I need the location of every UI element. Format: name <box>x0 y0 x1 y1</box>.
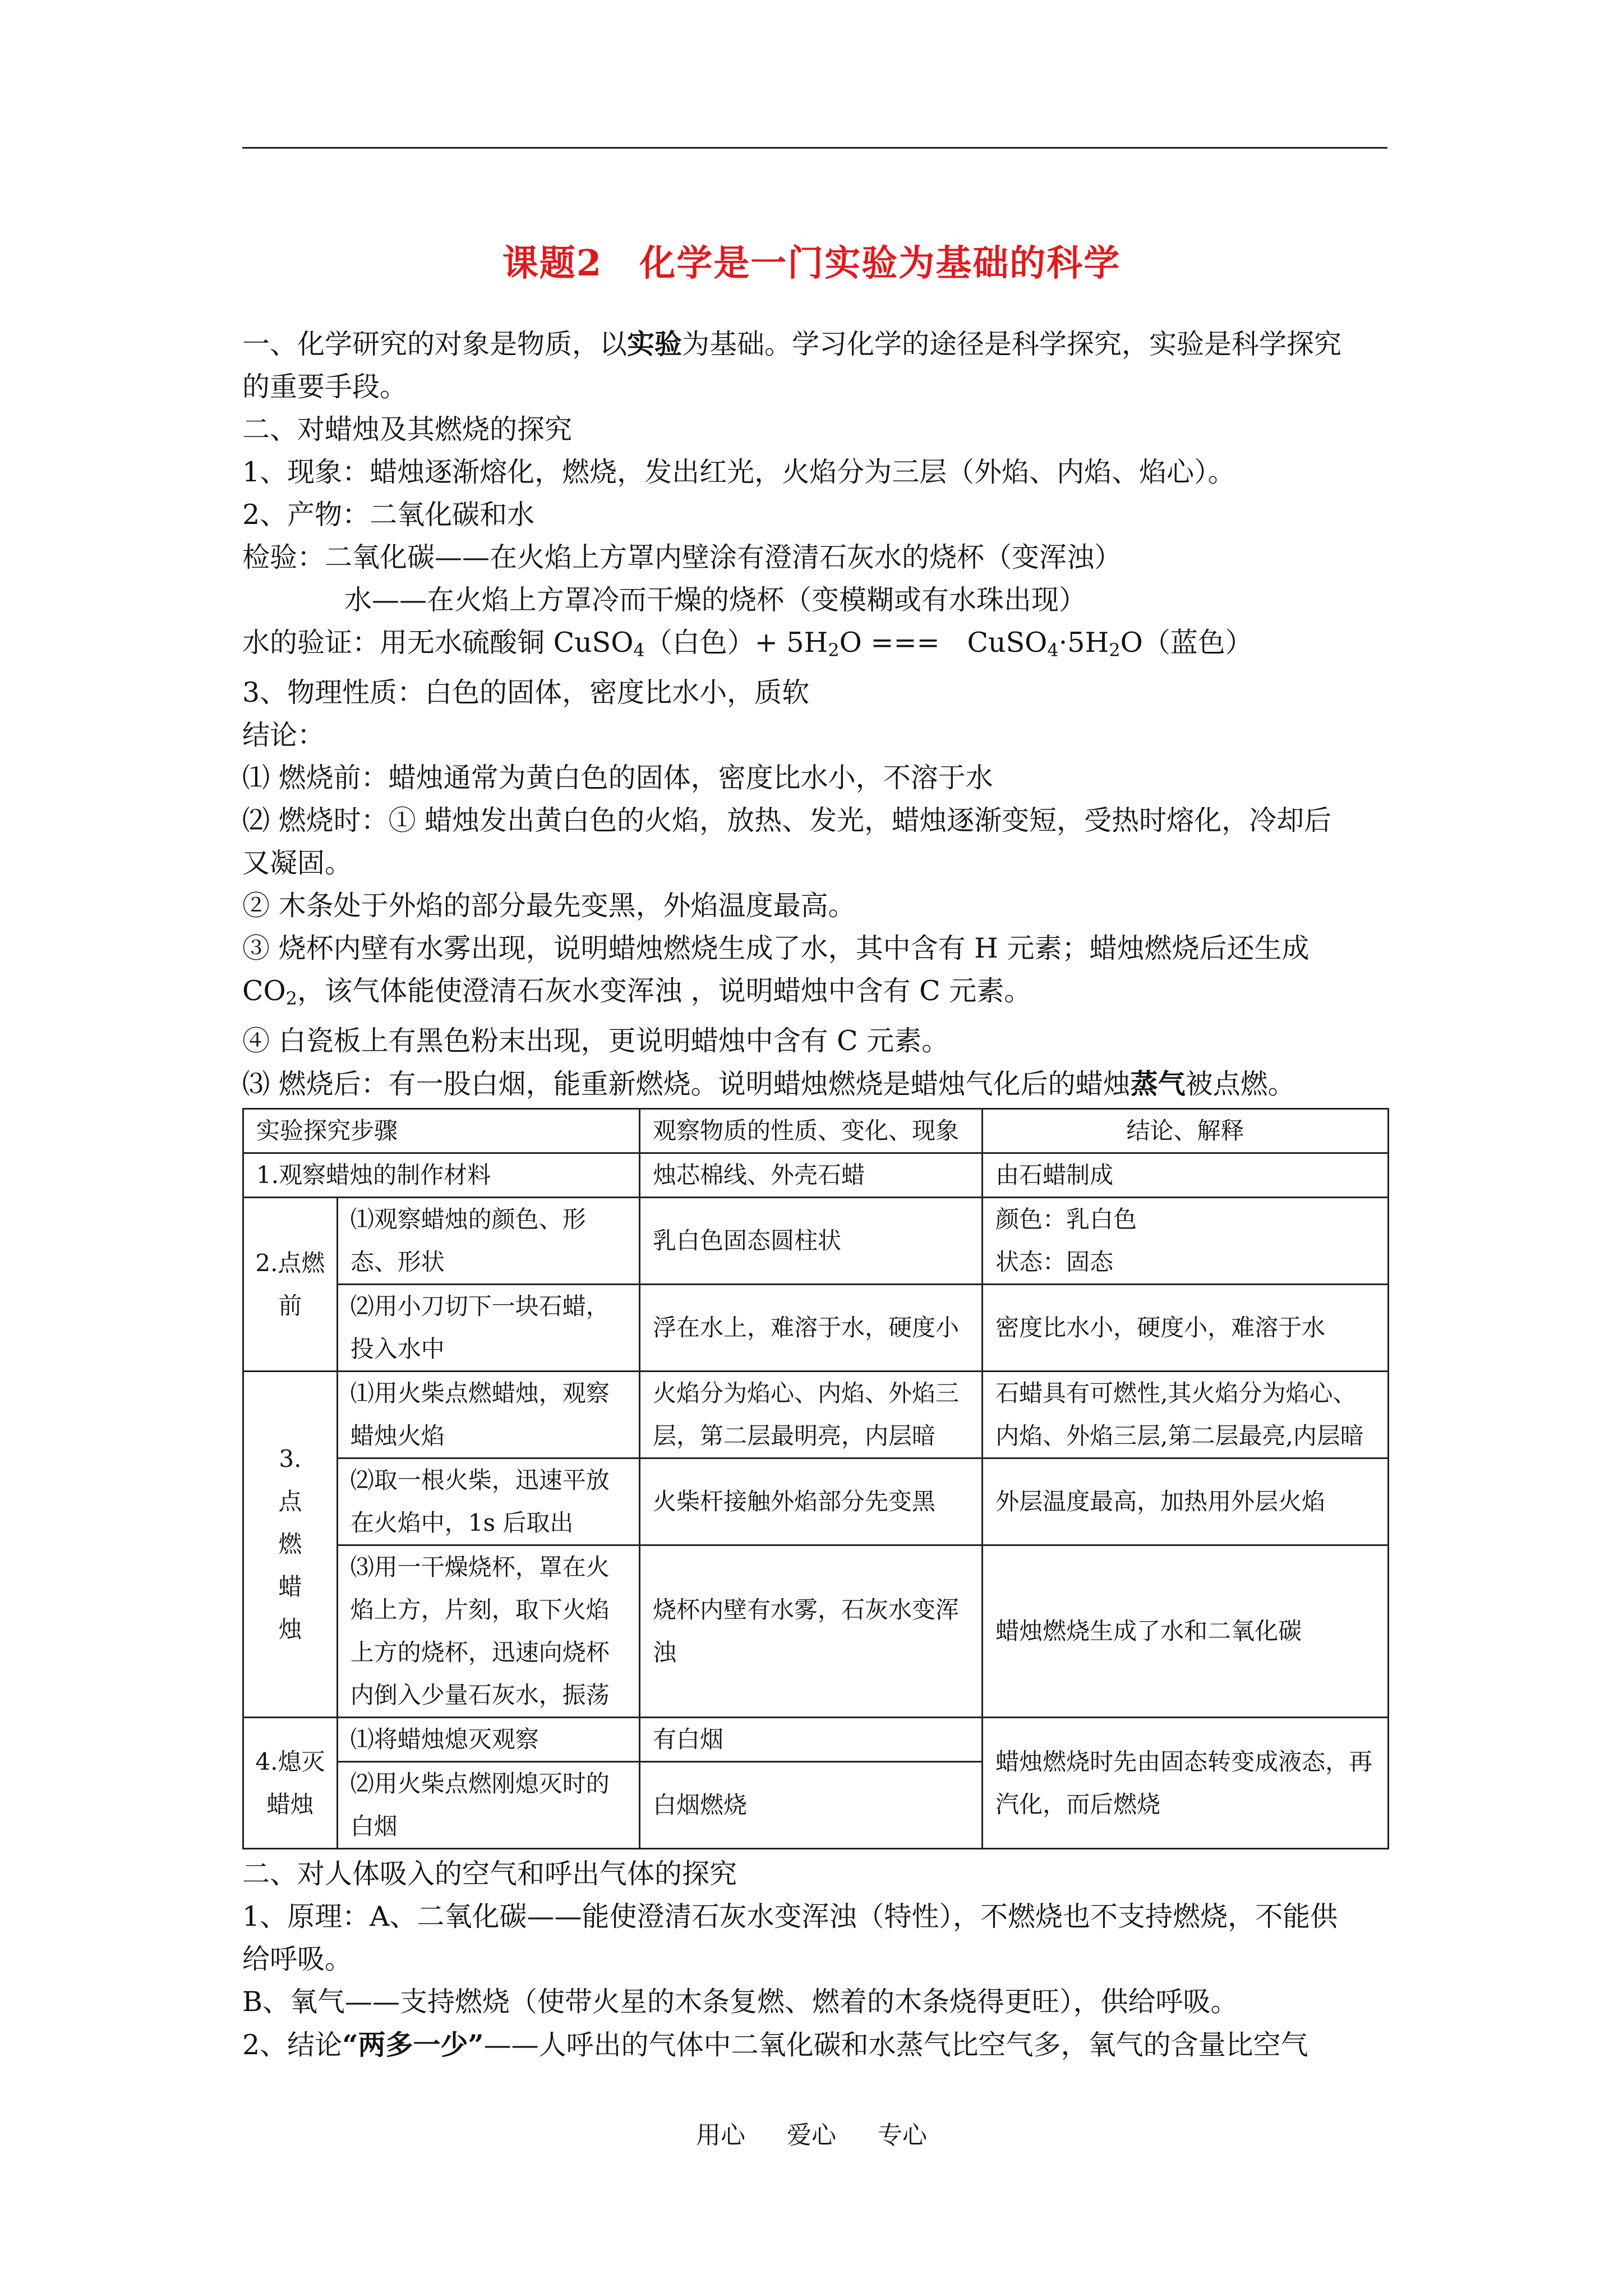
group-label-cell: 2.点燃前 <box>243 1198 338 1372</box>
paragraph-line: 检验：二氧化碳——在火焰上方罩内壁涂有澄清石灰水的烧杯（变浑浊） <box>242 541 1122 573</box>
paragraph-line <box>242 970 1398 1020</box>
paragraph-line: 3、物理性质：白色的固体，密度比水小，质软 <box>242 677 810 708</box>
table-cell: 石蜡具有可燃性,其火焰分为焰心、内焰、外焰三层,第二层最亮,内层暗 <box>983 1372 1389 1458</box>
paragraph-line: 1、原理：A、二氧化碳——能使澄清石灰水变浑浊（特性），不燃烧也不支持燃烧，不能供 <box>242 1901 1338 1932</box>
text-run: O === CuSO <box>839 627 1048 659</box>
table-cell: 密度比水小，硬度小，难溶于水 <box>983 1285 1389 1372</box>
paragraph-line: ③ 烧杯内壁有水雾出现，说明蜡烛燃烧生成了水，其中含有 H 元素；蜡烛燃烧后还生成 <box>242 932 1310 964</box>
paragraph-line: B、氧气——支持燃烧（使带火星的木条复燃、燃着的木条烧得更旺），供给呼吸。 <box>242 1986 1238 2018</box>
text-run: 2、结论 <box>242 2029 343 2061</box>
table-cell: ⑵取一根火柴，迅速平放在火焰中，1s 后取出 <box>337 1458 639 1545</box>
text-run: CO <box>242 975 286 1007</box>
table-row <box>243 1545 1389 1718</box>
cell-line: 烛 <box>278 1616 302 1643</box>
subscript: 4 <box>1047 639 1059 661</box>
paragraph-line: 结论： <box>242 719 325 751</box>
subscript: 2 <box>828 639 840 661</box>
paragraph-line: ② 木条处于外焰的部分最先变黑，外焰温度最高。 <box>242 890 856 922</box>
table-cell: 蜡烛燃烧生成了水和二氧化碳 <box>983 1545 1389 1718</box>
document-body <box>242 323 1398 2067</box>
table-row <box>243 1153 1389 1198</box>
text-run: 水的验证：用无水硫酸铜 CuSO <box>242 627 634 659</box>
table-cell: 有白烟 <box>640 1718 983 1762</box>
cell-line: 颜色：乳白色 <box>995 1205 1137 1233</box>
page-title: 课题2 化学是一门实验为基础的科学 <box>502 242 1121 284</box>
table-cell: ⑶用一干燥烧杯，罩在火焰上方，片刻，取下火焰上方的烧杯，迅速向烧杯内倒入少量石灰水，振荡 <box>337 1545 639 1718</box>
paragraph-line <box>242 1062 1398 1106</box>
cell-line: 燃 <box>278 1530 302 1558</box>
table-header-row <box>243 1109 1389 1153</box>
text-run: O（蓝色） <box>1120 627 1253 659</box>
paragraph-line: 又凝固。 <box>242 847 353 879</box>
table-cell: 1.观察蜡烛的制作材料 <box>243 1153 640 1198</box>
formula-line <box>242 622 1398 671</box>
paragraph-line: 的重要手段。 <box>242 371 408 403</box>
table-cell: ⑵用火柴点燃刚熄灭时的白烟 <box>337 1762 639 1849</box>
bold-text: 实验 <box>627 328 683 360</box>
table-header-cell: 结论、解释 <box>983 1109 1389 1153</box>
text-run: ⑶ 燃烧后：有一股白烟，能重新燃烧。说明蜡烛燃烧是蜡烛气化后的蜡烛 <box>242 1068 1131 1100</box>
section-heading: 二、对蜡烛及其燃烧的探究 <box>242 413 573 445</box>
table-row <box>243 1198 1389 1285</box>
table-header-cell: 实验探究步骤 <box>243 1109 640 1153</box>
subscript: 2 <box>1109 639 1121 661</box>
table-row <box>243 1285 1389 1372</box>
table-cell: 浮在水上，难溶于水，硬度小 <box>640 1285 983 1372</box>
paragraph-line: 水——在火焰上方罩冷而干燥的烧杯（变模糊或有水珠出现） <box>344 584 1087 616</box>
paragraph-line: ④ 白瓷板上有黑色粉末出现，更说明蜡烛中含有 C 元素。 <box>242 1025 949 1057</box>
table-cell: 烧杯内壁有水雾，石灰水变浑浊 <box>640 1545 983 1718</box>
bold-text: 蒸气 <box>1130 1068 1186 1100</box>
table-row <box>243 1372 1389 1458</box>
table-cell: 乳白色固态圆柱状 <box>640 1198 983 1285</box>
cell-line: 蜡 <box>278 1573 302 1600</box>
header-rule <box>242 147 1387 149</box>
table-cell: 烛芯棉线、外壳石蜡 <box>640 1153 983 1198</box>
paragraph-line: 1、现象：蜡烛逐渐熔化，燃烧，发出红光，火焰分为三层（外焰、内焰、焰心）。 <box>242 456 1235 488</box>
text-run: 被点燃。 <box>1185 1068 1295 1100</box>
table-row <box>243 1458 1389 1545</box>
table-cell: ⑴将蜡烛熄灭观察 <box>337 1718 639 1762</box>
paragraph-line: 给呼吸。 <box>242 1943 353 1975</box>
table-row <box>243 1718 1389 1762</box>
text-run: ·5H <box>1058 627 1109 659</box>
table-cell: ⑴用火柴点燃蜡烛，观察蜡烛火焰 <box>337 1372 639 1458</box>
paragraph-line: ⑵ 燃烧时：① 蜡烛发出黄白色的火焰，放热、发光，蜡烛逐渐变短，受热时熔化，冷却后 <box>242 804 1332 836</box>
table-cell: 白烟燃烧 <box>640 1762 983 1849</box>
cell-line: 3. <box>279 1445 302 1473</box>
subscript: 2 <box>285 988 298 1009</box>
page-footer: 用心 爱心 专心 <box>696 2121 927 2150</box>
table-cell: 蜡烛燃烧时先由固态转变成液态，再汽化，而后燃烧 <box>983 1718 1389 1849</box>
paragraph-line: ⑴ 燃烧前：蜡烛通常为黄白色的固体，密度比水小，不溶于水 <box>242 762 993 794</box>
section-heading: 二、对人体吸入的空气和呼出气体的探究 <box>242 1858 737 1890</box>
table-cell: 火柴杆接触外焰部分先变黑 <box>640 1458 983 1545</box>
table-cell: 外层温度最高，加热用外层火焰 <box>983 1458 1389 1545</box>
table-cell: 火焰分为焰心、内焰、外焰三层，第二层最明亮，内层暗 <box>640 1372 983 1458</box>
group-label-cell <box>243 1372 338 1718</box>
paragraph-line: 2、产物：二氧化碳和水 <box>242 499 535 531</box>
text-run: 为基础。学习化学的途径是科学探究，实验是科学探究 <box>682 328 1342 360</box>
text-run: ，该气体能使澄清石灰水变浑浊 ，说明蜡烛中含有 C 元素。 <box>297 975 1032 1007</box>
paragraph-line <box>242 323 1398 366</box>
table-header-cell: 观察物质的性质、变化、现象 <box>640 1109 983 1153</box>
paragraph-line <box>242 2023 1398 2067</box>
experiment-table <box>242 1108 1389 1849</box>
table-cell: 由石蜡制成 <box>983 1153 1389 1198</box>
cell-line: 点 <box>278 1488 302 1515</box>
subscript: 4 <box>633 639 645 661</box>
table-cell: ⑵用小刀切下一块石蜡，投入水中 <box>337 1285 639 1372</box>
table-cell <box>983 1198 1389 1285</box>
cell-line: 状态：固态 <box>995 1248 1114 1276</box>
group-label-cell: 4.熄灭蜡烛 <box>243 1718 338 1849</box>
table-cell: ⑴观察蜡烛的颜色、形态、形状 <box>337 1198 639 1285</box>
text-run: 一、化学研究的对象是物质，以 <box>242 328 628 360</box>
text-run: （白色）+ 5H <box>644 627 828 659</box>
bold-text: “两多一少” <box>342 2028 484 2061</box>
text-run: ——人呼出的气体中二氧化碳和水蒸气比空气多，氧气的含量比空气 <box>483 2029 1308 2061</box>
